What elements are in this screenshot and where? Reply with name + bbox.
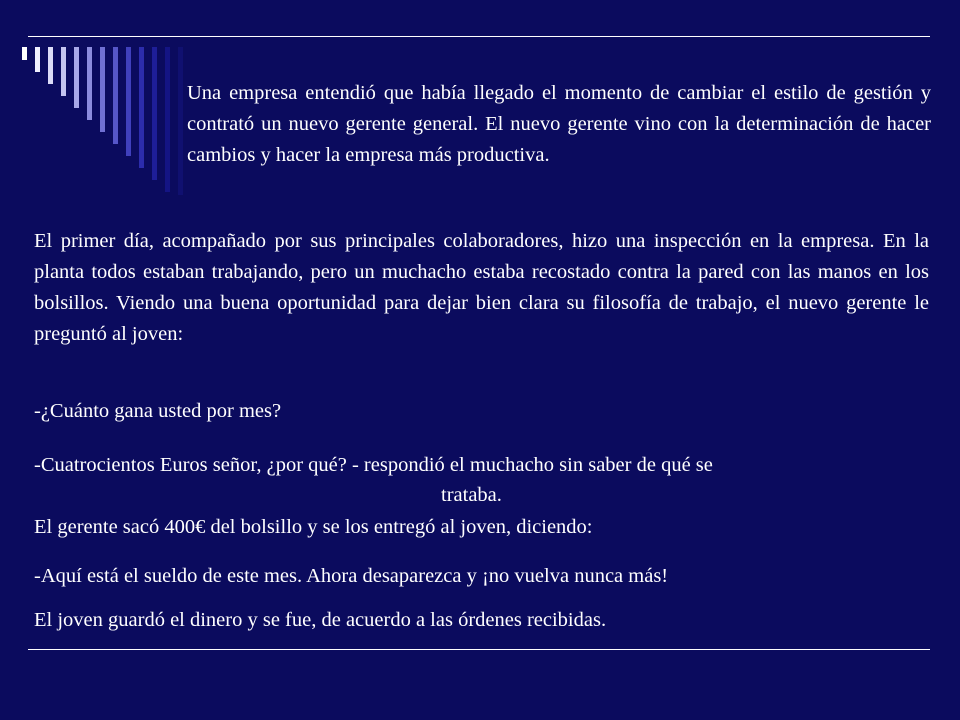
- decorative-bar: [100, 47, 105, 132]
- decorative-bar: [165, 47, 170, 192]
- ending-line: El joven guardó el dinero y se fue, de acuerdo a las órdenes recibidas.: [34, 609, 607, 631]
- decorative-bar: [178, 47, 183, 195]
- decorative-bar: [74, 47, 79, 108]
- decorative-bar: [126, 47, 131, 156]
- intro-paragraph: Una empresa entendió que había llegado el momento de cambiar el estilo de gestión y contrató un nuevo gerente general. El nuevo gerente vino con la determinación de hacer cambios y hacer la empresa más productiva.: [187, 82, 931, 166]
- bottom-rule: [28, 649, 930, 650]
- decorative-bar: [139, 47, 144, 168]
- decorative-bar: [22, 47, 27, 60]
- top-rule: [28, 36, 930, 37]
- decorative-bar: [113, 47, 118, 144]
- decorative-bar: [48, 47, 53, 84]
- decorative-bar: [35, 47, 40, 72]
- dismissal-line: -Aquí está el sueldo de este mes. Ahora desaparezca y ¡no vuelva nunca más!: [34, 565, 669, 587]
- decorative-bar: [61, 47, 66, 96]
- answer-line-2: trataba.: [441, 484, 502, 506]
- decorative-bar: [152, 47, 157, 180]
- question-line: -¿Cuánto gana usted por mes?: [34, 400, 282, 422]
- first-day-paragraph: El primer día, acompañado por sus principales colaboradores, hizo una inspección en la empresa. En la planta todos estaban trabajando, pero un muchacho estaba recostado contra la pared con las manos en los bolsillos. Viendo una buena oportunidad para dejar bien clara su filosofía de trabajo, el nuevo gerente le preguntó al joven:: [34, 230, 929, 345]
- decorative-bar: [87, 47, 92, 120]
- answer-line-1: -Cuatrocientos Euros señor, ¿por qué? - respondió el muchacho sin saber de qué se: [34, 454, 713, 476]
- narration-line: El gerente sacó 400€ del bolsillo y se los entregó al joven, diciendo:: [34, 516, 593, 538]
